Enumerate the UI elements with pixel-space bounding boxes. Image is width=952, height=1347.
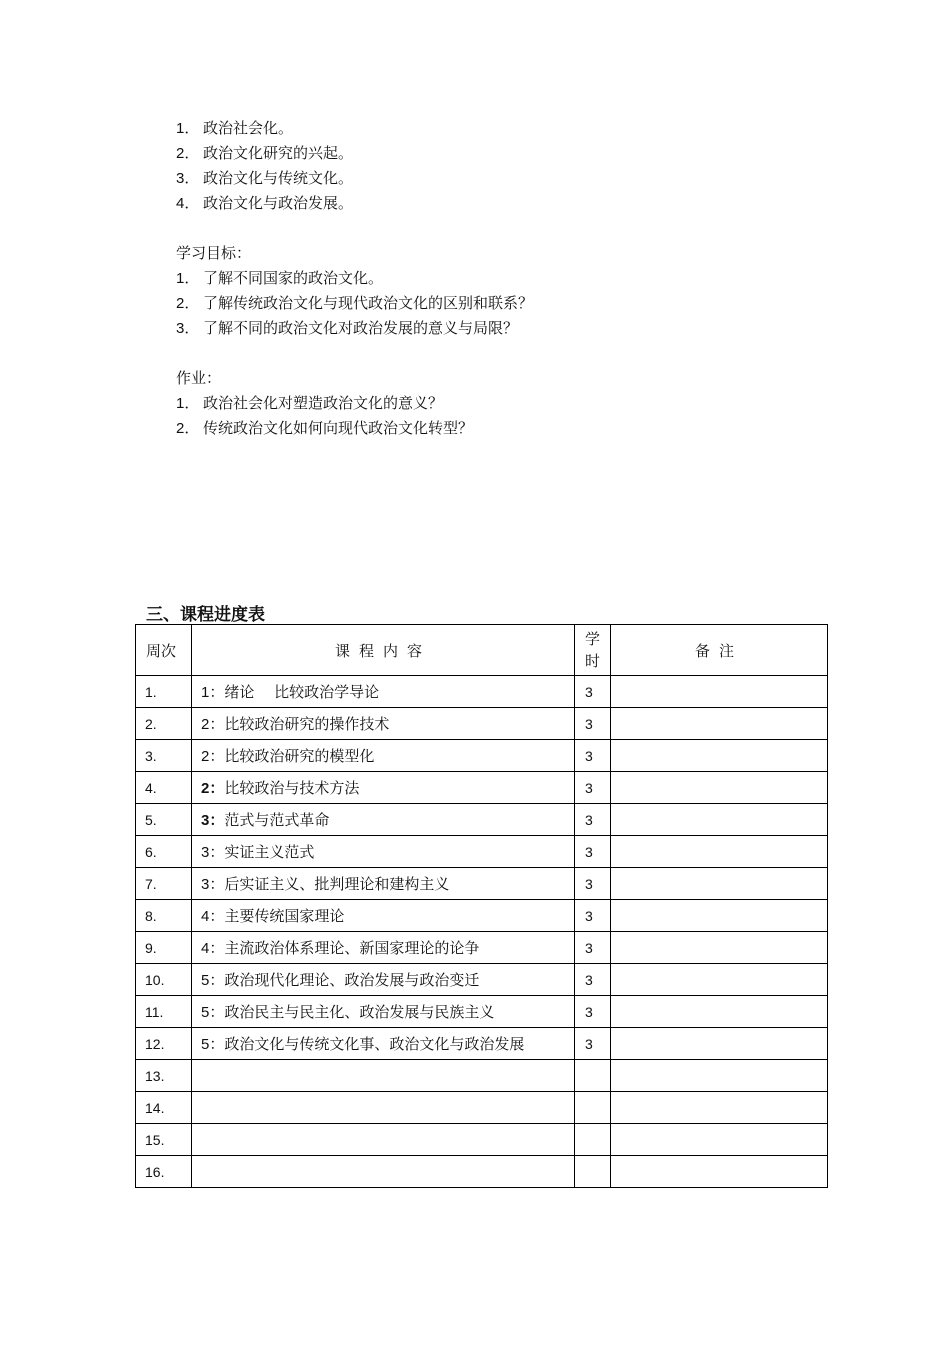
- table-row: [136, 772, 828, 804]
- notes-cell: [611, 868, 828, 900]
- topics-item: [176, 141, 353, 166]
- homework-item-text: 政治社会化对塑造政治文化的意义？: [203, 394, 444, 412]
- header-week: 周次: [136, 625, 192, 676]
- topics-item-text: 政治社会化。: [203, 119, 294, 137]
- topic-text: 实证主义范式: [224, 843, 315, 861]
- topics-item: [176, 116, 353, 141]
- week-cell: 5.: [136, 804, 192, 836]
- notes-cell: [611, 900, 828, 932]
- homework-list: [176, 391, 473, 441]
- topics-item-text: 政治文化研究的兴起。: [203, 144, 354, 162]
- schedule-body: [136, 676, 828, 1188]
- hours-cell: 3: [575, 932, 611, 964]
- header-hours-line1: 学: [584, 630, 600, 648]
- week-cell: 12.: [136, 1028, 192, 1060]
- unit-number: 2：: [201, 716, 225, 733]
- notes-cell: [611, 1060, 828, 1092]
- week-cell: 10.: [136, 964, 192, 996]
- topics-item-number: 1．: [176, 120, 200, 137]
- goals-item-number: 2．: [176, 295, 200, 312]
- unit-number: 4：: [201, 940, 225, 957]
- week-cell: 9.: [136, 932, 192, 964]
- hours-cell: [575, 1124, 611, 1156]
- topics-list: [176, 116, 353, 216]
- notes-cell: [611, 1028, 828, 1060]
- notes-cell: [611, 932, 828, 964]
- header-notes-label: 备注: [694, 641, 743, 660]
- topics-item-number: 4．: [176, 195, 200, 212]
- topic-text: 主要传统国家理论: [224, 907, 345, 925]
- week-cell: 14.: [136, 1092, 192, 1124]
- header-content-label: 课程内容: [334, 641, 431, 660]
- homework-item-number: 1．: [176, 395, 200, 412]
- week-cell: 7.: [136, 868, 192, 900]
- table-row: [136, 996, 828, 1028]
- table-row: [136, 1028, 828, 1060]
- hours-cell: 3: [575, 964, 611, 996]
- table-row: [136, 1092, 828, 1124]
- content-cell: [192, 1028, 575, 1060]
- unit-number: 3：: [201, 876, 225, 893]
- goals-item-text: 了解传统政治文化与现代政治文化的区别和联系？: [203, 294, 534, 312]
- notes-cell: [611, 836, 828, 868]
- week-cell: 6.: [136, 836, 192, 868]
- learning-goals-section: [176, 241, 533, 341]
- table-row: [136, 1060, 828, 1092]
- topic-text: 主流政治体系理论、新国家理论的论争: [224, 939, 480, 957]
- goals-item-text: 了解不同国家的政治文化。: [203, 269, 384, 287]
- hours-cell: 3: [575, 868, 611, 900]
- notes-cell: [611, 996, 828, 1028]
- topics-item-text: 政治文化与传统文化。: [203, 169, 354, 187]
- content-cell: [192, 804, 575, 836]
- content-cell: [192, 996, 575, 1028]
- hours-cell: [575, 1060, 611, 1092]
- hours-cell: 3: [575, 804, 611, 836]
- content-cell: [192, 1124, 575, 1156]
- schedule-header-row: [136, 625, 828, 676]
- learning-goals-heading: 学习目标：: [176, 244, 252, 262]
- table-row: [136, 1124, 828, 1156]
- unit-number: 5：: [201, 972, 225, 989]
- week-cell: 15.: [136, 1124, 192, 1156]
- week-cell: 8.: [136, 900, 192, 932]
- content-cell: [192, 964, 575, 996]
- topic-text: 比较政治研究的操作技术: [224, 715, 390, 733]
- topic-text: 比较政治与技术方法: [224, 779, 360, 797]
- table-row: [136, 740, 828, 772]
- hours-cell: 3: [575, 1028, 611, 1060]
- schedule-table: [135, 624, 828, 1188]
- notes-cell: [611, 1092, 828, 1124]
- table-row: [136, 900, 828, 932]
- unit-number: 2：: [201, 748, 225, 765]
- topic-text: 比较政治研究的模型化: [224, 747, 375, 765]
- notes-cell: [611, 676, 828, 708]
- goals-item: [176, 316, 533, 341]
- table-row: [136, 868, 828, 900]
- table-row: [136, 708, 828, 740]
- notes-cell: [611, 740, 828, 772]
- notes-cell: [611, 964, 828, 996]
- content-cell: [192, 868, 575, 900]
- topics-item: [176, 191, 353, 216]
- unit-number: 3：: [201, 812, 225, 829]
- learning-goals-list: [176, 266, 533, 341]
- topics-item-number: 2．: [176, 145, 200, 162]
- hours-cell: 3: [575, 676, 611, 708]
- unit-number: 2：: [201, 780, 225, 797]
- notes-cell: [611, 1124, 828, 1156]
- hours-cell: 3: [575, 708, 611, 740]
- topic-text: 政治文化与传统文化事、政治文化与政治发展: [224, 1035, 525, 1053]
- week-cell: 1.: [136, 676, 192, 708]
- homework-section: [176, 366, 473, 441]
- unit-number: 4：: [201, 908, 225, 925]
- week-cell: 11.: [136, 996, 192, 1028]
- content-cell: [192, 1060, 575, 1092]
- topic-text: 绪论 比较政治学导论: [224, 683, 380, 701]
- topics-item-text: 政治文化与政治发展。: [203, 194, 354, 212]
- goals-item-number: 1．: [176, 270, 200, 287]
- content-cell: [192, 676, 575, 708]
- notes-cell: [611, 708, 828, 740]
- content-cell: [192, 708, 575, 740]
- content-cell: [192, 932, 575, 964]
- topic-text: 后实证主义、批判理论和建构主义: [224, 875, 450, 893]
- table-row: [136, 964, 828, 996]
- unit-number: 1：: [201, 684, 225, 701]
- header-content: [192, 625, 575, 676]
- week-cell: 16.: [136, 1156, 192, 1188]
- goals-item: [176, 266, 533, 291]
- table-row: [136, 676, 828, 708]
- goals-item-number: 3．: [176, 320, 200, 337]
- week-cell: 2.: [136, 708, 192, 740]
- content-cell: [192, 772, 575, 804]
- table-row: [136, 932, 828, 964]
- schedule-title: 三、课程进度表: [146, 605, 265, 625]
- notes-cell: [611, 772, 828, 804]
- week-cell: 4.: [136, 772, 192, 804]
- homework-item-text: 传统政治文化如何向现代政治文化转型？: [203, 419, 474, 437]
- homework-item: [176, 391, 473, 416]
- unit-number: 5：: [201, 1004, 225, 1021]
- goals-item: [176, 291, 533, 316]
- hours-cell: 3: [575, 740, 611, 772]
- topic-text: 政治现代化理论、政治发展与政治变迁: [224, 971, 480, 989]
- homework-item: [176, 416, 473, 441]
- hours-cell: [575, 1156, 611, 1188]
- week-cell: 13.: [136, 1060, 192, 1092]
- unit-number: 3：: [201, 844, 225, 861]
- hours-cell: [575, 1092, 611, 1124]
- homework-heading: 作业：: [176, 369, 222, 387]
- week-cell: 3.: [136, 740, 192, 772]
- content-cell: [192, 1156, 575, 1188]
- content-cell: [192, 900, 575, 932]
- topic-text: 范式与范式革命: [224, 811, 330, 829]
- hours-cell: 3: [575, 996, 611, 1028]
- content-cell: [192, 740, 575, 772]
- hours-cell: 3: [575, 900, 611, 932]
- topics-item-number: 3．: [176, 170, 200, 187]
- table-row: [136, 804, 828, 836]
- notes-cell: [611, 804, 828, 836]
- hours-cell: 3: [575, 836, 611, 868]
- content-cell: [192, 1092, 575, 1124]
- header-hours-line2: 时: [584, 652, 600, 670]
- topics-item: [176, 166, 353, 191]
- table-row: [136, 836, 828, 868]
- content-cell: [192, 836, 575, 868]
- unit-number: 5：: [201, 1036, 225, 1053]
- header-notes: [611, 625, 828, 676]
- notes-cell: [611, 1156, 828, 1188]
- goals-item-text: 了解不同的政治文化对政治发展的意义与局限？: [203, 319, 519, 337]
- header-hours: [575, 625, 611, 676]
- homework-item-number: 2．: [176, 420, 200, 437]
- table-row: [136, 1156, 828, 1188]
- topic-text: 政治民主与民主化、政治发展与民族主义: [224, 1003, 495, 1021]
- hours-cell: 3: [575, 772, 611, 804]
